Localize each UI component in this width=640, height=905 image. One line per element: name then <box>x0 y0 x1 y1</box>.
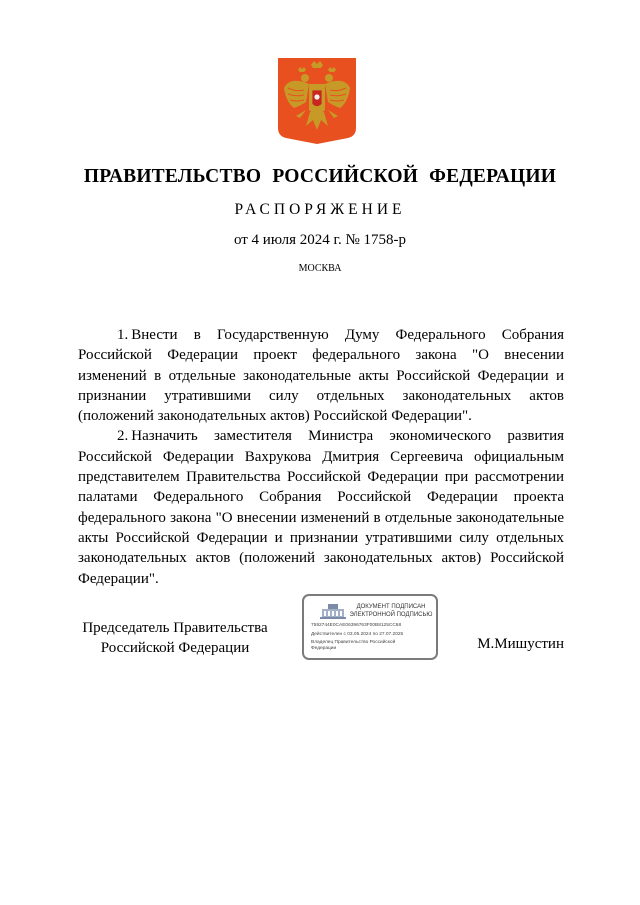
signatory-name: М.Мишустин <box>477 636 564 652</box>
stamp-owner-line1: Владелец Правительство Российской <box>311 640 396 645</box>
electronic-signature-stamp <box>302 594 438 660</box>
item-1-number: 1. <box>117 327 129 343</box>
signatory-position-line1: Председатель Правительства <box>82 620 268 636</box>
stamp-title-line1: ДОКУМЕНТ ПОДПИСАН <box>356 604 426 610</box>
item-1-text: Внести в Государственную Думу Федерального Собрания Российской Федерации проект федерального закона "О внесении изменений в отдельные законодательные акты Российской Федерации и признании утратившими силу отдельных законодательных актов (положений законодательных актов) Российской Федерации". <box>78 327 564 425</box>
document-city: МОСКВА <box>298 263 342 274</box>
stamp-title-line2: ЭЛЕКТРОННОЙ ПОДПИСЬЮ <box>349 611 433 618</box>
stamp-owner-line2: Федерации <box>311 646 337 651</box>
item-2-number: 2. <box>117 428 129 445</box>
stamp-serial: 7592744E0CAE06396763F00B8125CC68 <box>311 623 402 628</box>
document-date-number: от 4 июля 2024 г. № 1758-р <box>233 232 407 248</box>
government-title: ПРАВИТЕЛЬСТВО РОССИЙСКОЙ ФЕДЕРАЦИИ <box>83 166 557 187</box>
item-1 <box>78 325 564 426</box>
signatory-position-line2: Российской Федерации <box>100 640 250 656</box>
document-body <box>78 325 564 589</box>
stamp-title <box>348 604 434 619</box>
item-2 <box>78 426 564 588</box>
stamp-validity: Действителен с 03.05.2024 по 27.07.2025 <box>311 632 404 637</box>
document-type: РАСПОРЯЖЕНИЕ <box>234 201 406 218</box>
building-icon <box>318 602 348 620</box>
coat-of-arms-emblem <box>276 56 358 146</box>
signatory-position <box>70 618 280 658</box>
item-2-text: Назначить заместителя Министра экономического развития Российской Федерации Вахрукова Дмитрия Сергеевича официальным представителем Правительства Российской Федерации при рассмотрении палатами Федерального Собрания Российской Федерации проекта федерального закона "О внесении изменений в отдельные законодательные акты Российской Федерации и признании утратившими силу отдельных законодательных актов (положений законодательных актов) Российской Федерации". <box>78 428 564 587</box>
